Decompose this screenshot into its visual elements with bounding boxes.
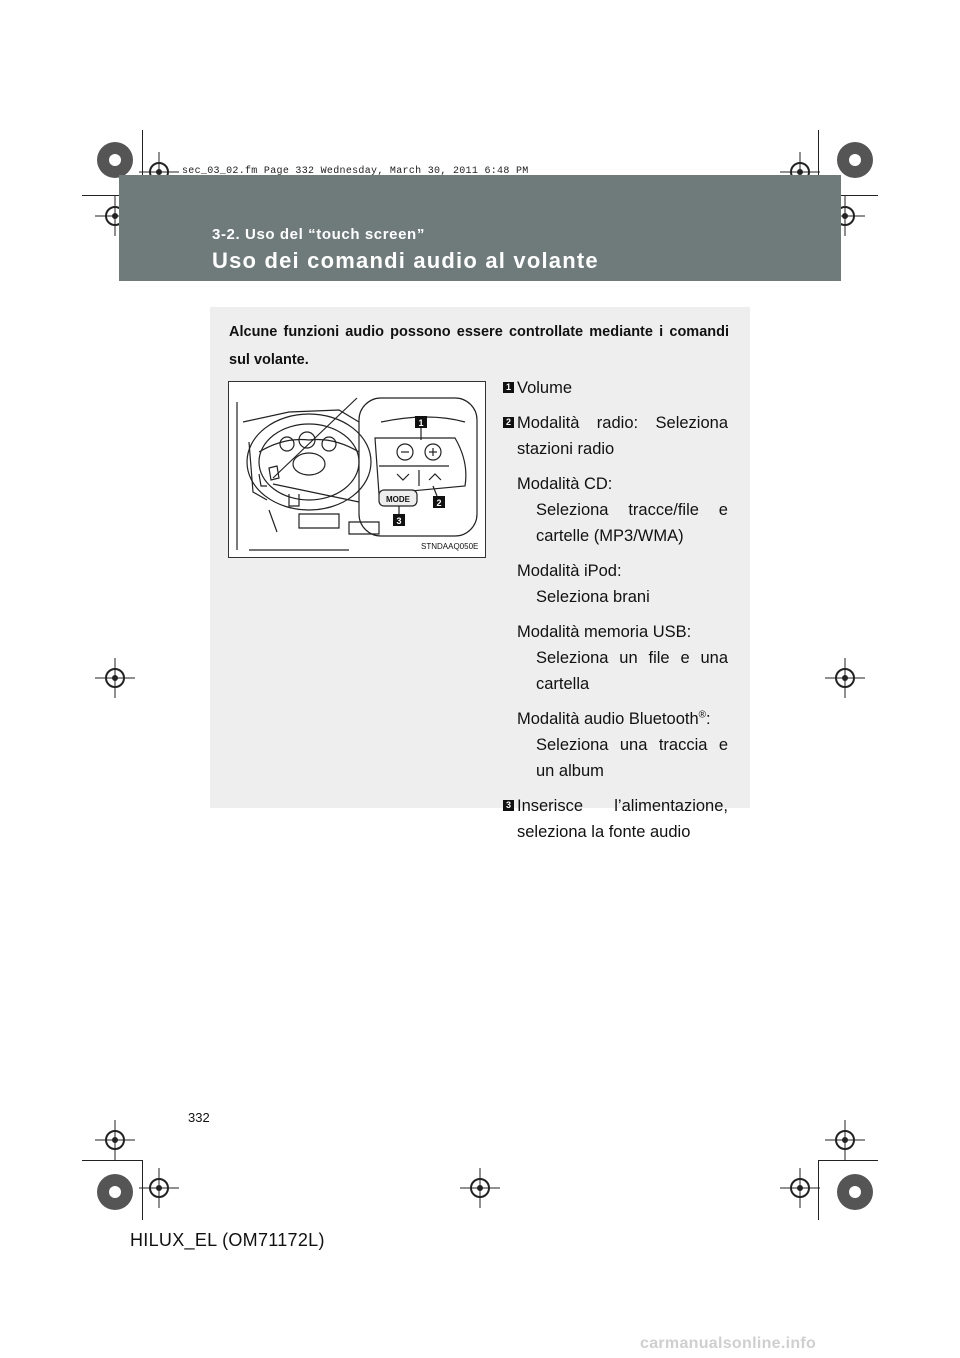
- print-stamp: sec_03_02.fm Page 332 Wednesday, March 30, 2011 6:48 PM: [182, 166, 529, 177]
- page-number: 332: [188, 1110, 210, 1125]
- crosshair-icon: [780, 1168, 820, 1208]
- sub-item: [500, 619, 728, 697]
- item-text: Volume: [517, 379, 573, 397]
- callout-3: 3: [396, 516, 402, 526]
- item-text: Modalità radio: Seleziona stazioni radio: [517, 414, 728, 458]
- intro-text: Alcune funzioni audio possono essere controllate mediante i comandi sul volante.: [229, 324, 729, 368]
- figure-code: STNDAAQ050E: [421, 542, 479, 551]
- registration-target-icon: [835, 140, 875, 180]
- sub-item-text: Seleziona una traccia e un album: [536, 736, 728, 780]
- list-item: [500, 375, 728, 401]
- callout-1: 1: [418, 418, 424, 428]
- crop-line: [82, 1160, 142, 1161]
- crosshair-icon: [95, 658, 135, 698]
- crosshair-icon: [460, 1168, 500, 1208]
- section-label: 3-2. Uso del “touch screen”: [212, 226, 425, 243]
- list-item: [500, 410, 728, 462]
- sub-item: [500, 558, 728, 610]
- sub-item-label: Modalità iPod:: [517, 562, 622, 580]
- registration-target-icon: [95, 1172, 135, 1212]
- steering-wheel-illustration: [228, 381, 486, 558]
- item-number-badge: 1: [503, 382, 514, 393]
- sub-item-label: [517, 706, 728, 732]
- document-code: HILUX_EL (OM71172L): [130, 1230, 325, 1250]
- list-item: [500, 793, 728, 845]
- item-text: Inserisce l’alimentazione, seleziona la fonte audio: [517, 797, 728, 841]
- control-list: [500, 375, 728, 845]
- sub-item-text: Seleziona tracce/file e cartelle (MP3/WMA): [536, 501, 728, 545]
- watermark: carmanualsonline.info: [640, 1335, 817, 1352]
- sub-item-text: Seleziona brani: [536, 588, 650, 606]
- page-title: Uso dei comandi audio al volante: [212, 248, 599, 273]
- crosshair-icon: [95, 1120, 135, 1160]
- crosshair-icon: [139, 1168, 179, 1208]
- item-number-badge: 3: [503, 800, 514, 811]
- steering-controls-drawing: [229, 382, 485, 557]
- label-colon: :: [706, 710, 711, 728]
- callout-2: 2: [436, 498, 442, 508]
- sub-item-text: Seleziona un file e una cartella: [536, 649, 728, 693]
- mode-button-label: MODE: [386, 495, 410, 504]
- registration-target-icon: [95, 140, 135, 180]
- crosshair-icon: [825, 658, 865, 698]
- sub-item: [500, 471, 728, 549]
- sub-item-label: Modalità CD:: [517, 475, 613, 493]
- registration-target-icon: [835, 1172, 875, 1212]
- registered-mark: ®: [698, 709, 707, 721]
- sub-item: [500, 706, 728, 784]
- bluetooth-label: Modalità audio Bluetooth: [517, 710, 699, 728]
- crosshair-icon: [825, 1120, 865, 1160]
- sub-item-label: Modalità memoria USB:: [517, 623, 692, 641]
- crop-line: [818, 1160, 878, 1161]
- item-number-badge: 2: [503, 417, 514, 428]
